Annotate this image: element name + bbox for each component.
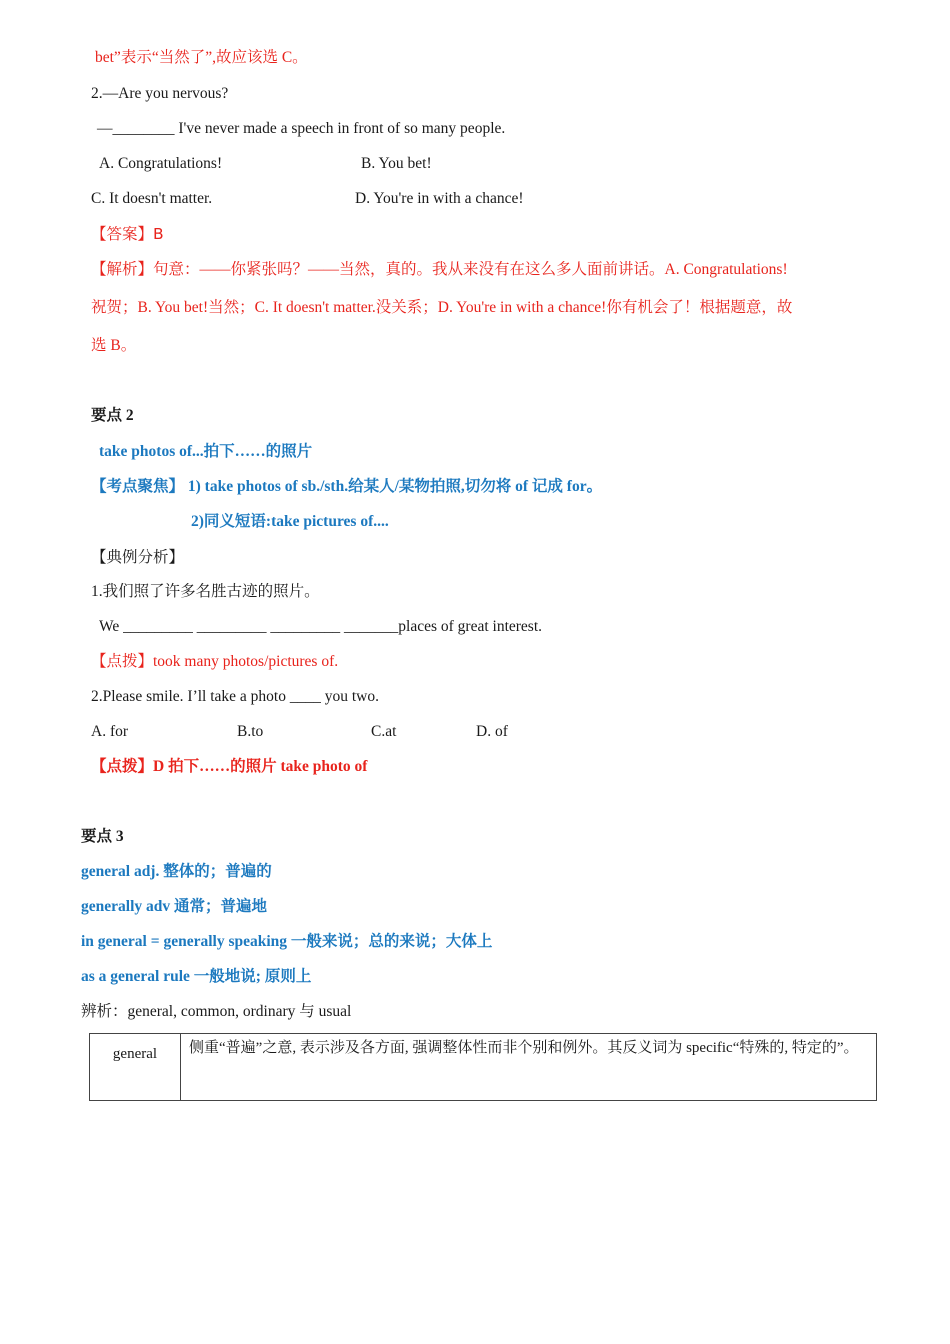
point3-line-2: generally adv 通常；普遍地 xyxy=(81,898,267,915)
point2-examples-title: 【典例分析】 xyxy=(91,548,185,566)
point2-example-2-option-a: A. for xyxy=(91,723,129,740)
q2-answer: 【答案】B xyxy=(91,225,164,243)
point2-example-2-option-d: D. of xyxy=(476,723,508,740)
q2-analysis-line-2: 祝贺；B. You bet!当然；C. It doesn't matter.没关系；D. You're in with a chance!你有机会了！根据题意，故 xyxy=(91,299,793,316)
point3-line-4: as a general rule 一般地说; 原则上 xyxy=(81,968,312,985)
point2-focus-2: 2)同义短语:take pictures of.... xyxy=(191,513,389,530)
q2-reply: —________ I've never made a speech in front of so many people. xyxy=(97,120,506,137)
point2-heading: 要点 2 xyxy=(91,407,134,424)
q2-option-a: A. Congratulations! xyxy=(99,155,223,172)
point2-example-1-blank: We _________ _________ _________ _______places of great interest. xyxy=(99,618,543,635)
point2-example-2-option-c: C.at xyxy=(371,723,397,740)
point2-example-1-tip: 【点拨】took many photos/pictures of. xyxy=(91,653,339,670)
point2-example-2-tip: 【点拨】D 拍下……的照片 take photo of xyxy=(91,758,368,775)
point3-line-1: general adj. 整体的；普遍的 xyxy=(81,863,272,880)
q2-analysis-line-3: 选 B。 xyxy=(91,337,137,354)
point2-example-2: 2.Please smile. I’ll take a photo ____ you two. xyxy=(91,688,379,705)
q2-analysis-line-1: 【解析】句意：——你紧张吗？——当然，真的。我从来没有在这么多人面前讲话。A. Congratulations! xyxy=(91,261,788,278)
point3-line-3: in general = generally speaking 一般来说；总的来说；大体上 xyxy=(81,933,493,950)
definition-table xyxy=(89,1033,877,1101)
point3-compare: 辨析：general, common, ordinary 与 usual xyxy=(81,1003,352,1020)
point2-focus-1: 【考点聚焦】 1) take photos of sb./sth.给某人/某物拍照,切勿将 of 记成 for。 xyxy=(91,478,603,495)
point3-heading: 要点 3 xyxy=(81,828,124,845)
q2-question: 2.—Are you nervous? xyxy=(91,85,229,102)
point2-example-2-option-b: B.to xyxy=(237,723,264,740)
table-term: general xyxy=(90,1034,181,1101)
q1-analysis-tail: bet”表示“当然了”,故应该选 C。 xyxy=(95,49,308,66)
q2-option-d: D. You're in with a chance! xyxy=(355,190,524,207)
q2-option-b: B. You bet! xyxy=(361,155,432,172)
table-row xyxy=(90,1034,877,1101)
point2-phrase: take photos of...拍下……的照片 xyxy=(99,443,313,460)
point2-example-1: 1.我们照了许多名胜古迹的照片。 xyxy=(91,583,320,600)
table-definition: 侧重“普遍”之意, 表示涉及各方面, 强调整体性而非个别和例外。其反义词为 specific“特殊的, 特定的”。 xyxy=(181,1034,877,1101)
q2-option-c: C. It doesn't matter. xyxy=(91,190,213,207)
